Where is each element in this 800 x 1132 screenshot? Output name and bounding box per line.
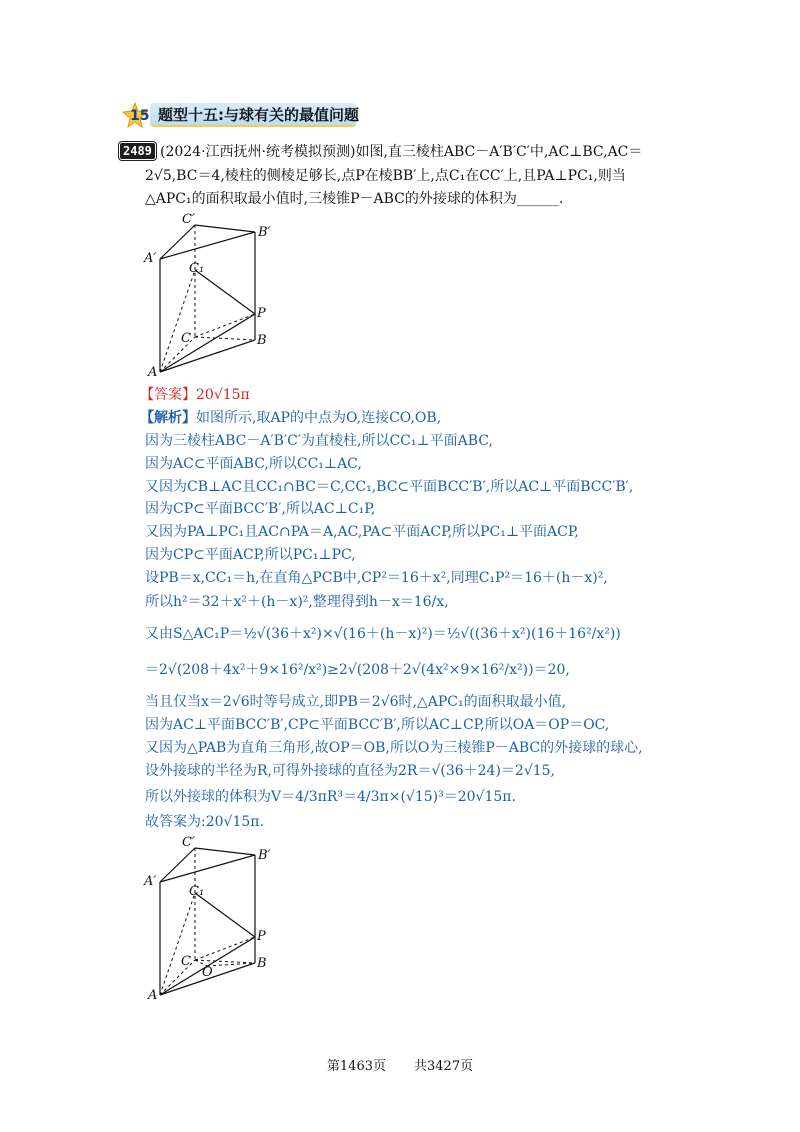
analysis-line: 所以h²＝32＋x²＋(h－x)²,整理得到h－x＝16/x, bbox=[145, 594, 449, 610]
label-c1: C₁ bbox=[189, 884, 205, 899]
answer-tag: 【答案】 bbox=[140, 387, 196, 403]
prism-figure-with-center bbox=[140, 832, 290, 1006]
analysis-line: 因为三棱柱ABC－A′B′C′为直棱柱,所以CC₁⊥平面ABC, bbox=[145, 433, 493, 449]
analysis-line: 因为AC⊂平面ABC,所以CC₁⊥AC, bbox=[145, 456, 362, 472]
label-c1: C₁ bbox=[189, 261, 205, 276]
prism-figure bbox=[140, 212, 290, 381]
analysis-line: 故答案为:20√15π. bbox=[145, 814, 264, 830]
question-line: 2√5,BC＝4,棱柱的侧棱足够长,点P在棱BB′上,点C₁在CC′上,且PA⊥PC₁,则当 bbox=[145, 168, 626, 184]
label-c-prime: C′ bbox=[182, 212, 195, 227]
label-o: O bbox=[202, 965, 213, 980]
label-b-prime: B′ bbox=[258, 225, 271, 240]
answer-line bbox=[140, 385, 250, 405]
analysis-line: 因为CP⊂平面BCC′B′,所以AC⊥C₁P, bbox=[145, 501, 376, 517]
analysis-line: 设外接球的半径为R,可得外接球的直径为2R＝√(36＋24)＝2√15, bbox=[145, 763, 556, 779]
label-b-prime: B′ bbox=[258, 848, 271, 863]
analysis-tag: 【解析】 bbox=[140, 410, 196, 426]
analysis-line: ＝2√(208＋4x²＋9×16²/x²)≥2√(208＋2√(4x²×9×16²/x²))＝20, bbox=[145, 662, 570, 678]
analysis-line: 当且仅当x＝2√6时等号成立,即PB＝2√6时,△APC₁的面积取最小值, bbox=[145, 694, 567, 710]
section-number: 15 bbox=[130, 108, 150, 124]
label-c: C bbox=[181, 954, 191, 969]
analysis-line: 又因为△PAB为直角三角形,故OP＝OB,所以O为三棱锥P－ABC的外接球的球心, bbox=[145, 740, 643, 756]
label-a-prime: A′ bbox=[144, 874, 157, 889]
section-title: 题型十五:与球有关的最值问题 bbox=[150, 103, 356, 127]
page-footer bbox=[0, 1055, 800, 1074]
analysis-line: 因为CP⊂平面ACP,所以PC₁⊥PC, bbox=[145, 547, 356, 563]
label-a: A bbox=[148, 988, 158, 1002]
answer-value: 20√15π bbox=[196, 387, 250, 403]
label-b: B bbox=[257, 956, 267, 971]
analysis-text: 如图所示,取AP的中点为O,连接CO,OB, bbox=[196, 410, 442, 426]
analysis-line: 所以外接球的体积为V＝4/3πR³＝4/3π×(√15)³＝20√15π. bbox=[145, 789, 516, 805]
analysis-line: 设PB＝x,CC₁＝h,在直角△PCB中,CP²＝16＋x²,同理C₁P²＝16＋(h－x)², bbox=[145, 570, 608, 586]
analysis-line bbox=[140, 408, 441, 428]
total-pages: 共3427页 bbox=[414, 1059, 474, 1074]
analysis-line: 因为AC⊥平面BCC′B′,CP⊂平面BCC′B′,所以AC⊥CP,所以OA＝OP＝OC, bbox=[145, 717, 610, 733]
analysis-line: 又由S△AC₁P＝½√(36＋x²)×√(16＋(h－x)²)＝½√((36＋x²)(16＋16²/x²)) bbox=[145, 626, 621, 642]
prism-diagram bbox=[140, 212, 290, 377]
analysis-line: 又因为CB⊥AC且CC₁∩BC＝C,CC₁,BC⊂平面BCC′B′,所以AC⊥平面BCC′B′, bbox=[145, 479, 634, 495]
prism-diagram-2 bbox=[140, 832, 290, 1002]
label-p: P bbox=[257, 306, 266, 321]
label-c: C bbox=[181, 331, 191, 346]
analysis-line: 又因为PA⊥PC₁且AC∩PA＝A,AC,PA⊂平面ACP,所以PC₁⊥平面ACP, bbox=[145, 524, 579, 540]
question-line: △APC₁的面积取最小值时,三棱锥P－ABC的外接球的体积为______. bbox=[145, 191, 564, 207]
question-number-badge: 2489 bbox=[120, 143, 155, 159]
label-a: A bbox=[148, 365, 158, 377]
page-number: 第1463页 bbox=[326, 1059, 386, 1074]
label-c-prime: C′ bbox=[182, 835, 195, 850]
label-b: B bbox=[257, 333, 267, 348]
label-a-prime: A′ bbox=[144, 251, 157, 266]
section-header bbox=[120, 100, 365, 130]
label-p: P bbox=[257, 929, 266, 944]
question-line: (2024·江西抚州·统考模拟预测)如图,直三棱柱ABC－A′B′C′中,AC⊥BC,AC＝ bbox=[160, 144, 643, 160]
